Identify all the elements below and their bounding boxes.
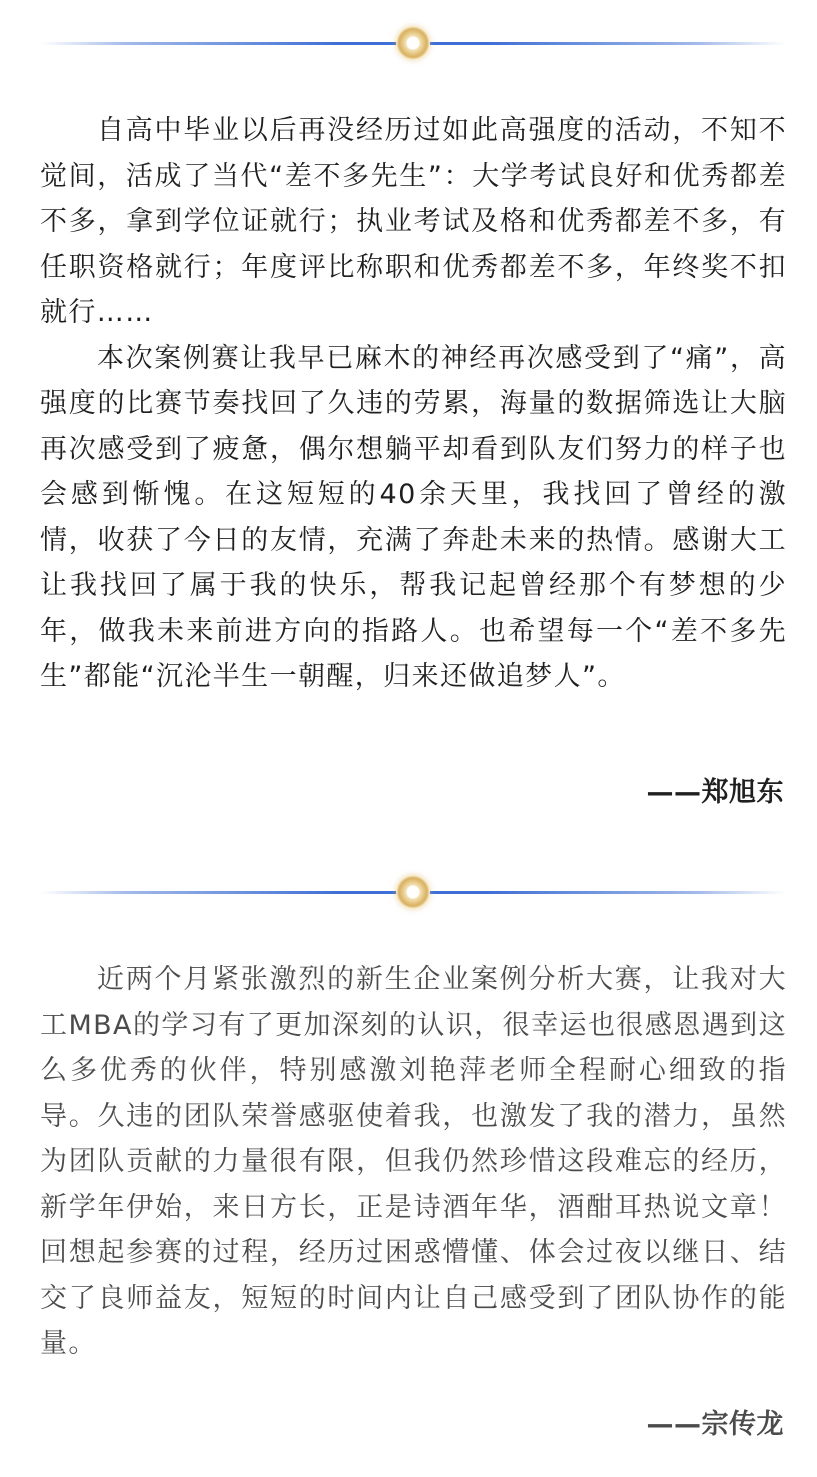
divider-medallion-icon — [396, 26, 430, 60]
top-ornament-divider — [40, 33, 785, 53]
author-signature: ——郑旭东 — [646, 777, 784, 808]
testimonial-section-1 — [40, 108, 787, 700]
divider-medallion-icon — [396, 875, 430, 909]
middle-ornament-divider — [40, 882, 785, 902]
testimonial-paragraph: 近两个月紧张激烈的新生企业案例分析大赛，让我对大工MBA的学习有了更加深刻的认识，很幸运也很感恩遇到这么多优秀的伙伴，特别感激刘艳萍老师全程耐心细致的指导。久违的团队荣誉感驱使着我，也激发了我的潜力，虽然为团队贡献的力量很有限，但我仍然珍惜这段难忘的经历，新学年伊始，来日方长，正是诗酒年华，酒酣耳热说文章！回想起参赛的过程，经历过困惑懵懂、体会过夜以继日、结交了良师益友，短短的时间内让自己感受到了团队协作的能量。 — [40, 964, 787, 1359]
testimonial-paragraph: 自高中毕业以后再没经历过如此高强度的活动，不知不觉间，活成了当代“差不多先生”：大学考试良好和优秀都差不多，拿到学位证就行；执业考试及格和优秀都差不多，有任职资格就行；年度评比称职和优秀都差不多，年终奖不扣就行…… — [40, 115, 787, 328]
author-signature: ——宗传龙 — [646, 1409, 784, 1440]
testimonial-section-2 — [40, 957, 787, 1367]
testimonial-paragraph: 本次案例赛让我早已麻木的神经再次感受到了“痛”，高强度的比赛节奏找回了久违的劳累，海量的数据筛选让大脑再次感受到了疲惫，偶尔想躺平却看到队友们努力的样子也会感到惭愧。在这短短的40余天里，我找回了曾经的激情，收获了今日的友情，充满了奔赴未来的热情。感谢大工让我找回了属于我的快乐，帮我记起曾经那个有梦想的少年，做我未来前进方向的指路人。也希望每一个“差不多先生”都能“沉沦半生一朝醒，归来还做追梦人”。 — [40, 342, 787, 692]
